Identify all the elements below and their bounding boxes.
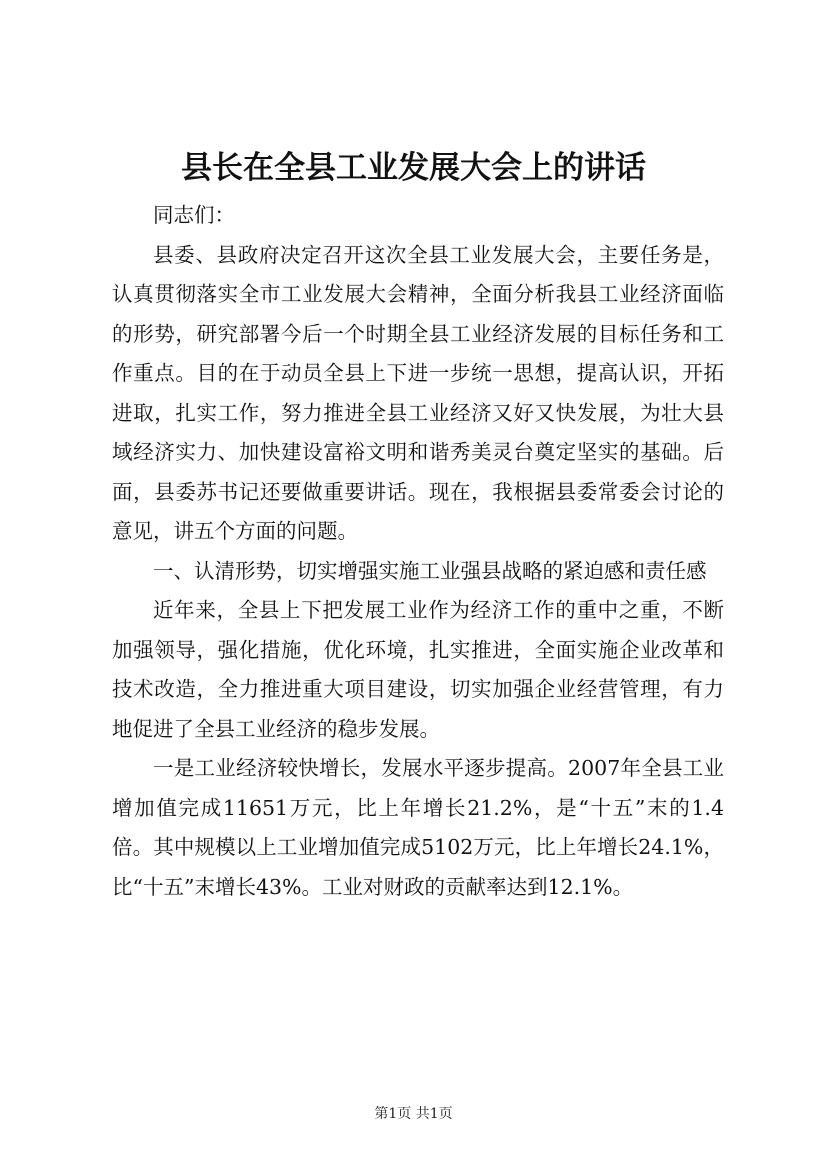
- document-body: [112, 196, 724, 907]
- body-paragraph: 一是工业经济较快增长，发展水平逐步提高。2007年全县工业增加值完成11651万元，比上年增长21.2%，是“十五”末的1.4倍。其中规模以上工业增加值完成5102万元，比上年增长24.1%，比“十五”末增长43%。工业对财政的贡献率达到12.1%。: [112, 756, 724, 899]
- page-footer: 第1页 共1页: [374, 1106, 453, 1122]
- section-heading-1: 一、认清形势，切实增强实施工业强县战略的紧迫感和责任感: [153, 558, 707, 583]
- salutation-paragraph: 同志们：: [153, 203, 235, 227]
- intro-paragraph: 县委、县政府决定召开这次全县工业发展大会，主要任务是，认真贯彻落实全市工业发展大会精神，全面分析我县工业经济面临的形势，研究部署今后一个时期全县工业经济发展的目标任务和工作重点。目的在于动员全县上下进一步统一思想，提高认识，开拓进取，扎实工作，努力推进全县工业经济又好又快发展，为壮大县域经济实力、加快建设富裕文明和谐秀美灵台奠定坚实的基础。后面，县委苏书记还要做重要讲话。现在，我根据县委常委会讨论的意见，讲五个方面的问题。: [112, 242, 724, 543]
- body-paragraph: 近年来，全县上下把发展工业作为经济工作的重中之重，不断加强领导，强化措施，优化环境，扎实推进，全面实施企业改革和技术改造，全力推进重大项目建设，切实加强企业经营管理，有力地促进了全县工业经济的稳步发展。: [112, 598, 724, 741]
- document-title: 县长在全县工业发展大会上的讲话: [181, 150, 646, 186]
